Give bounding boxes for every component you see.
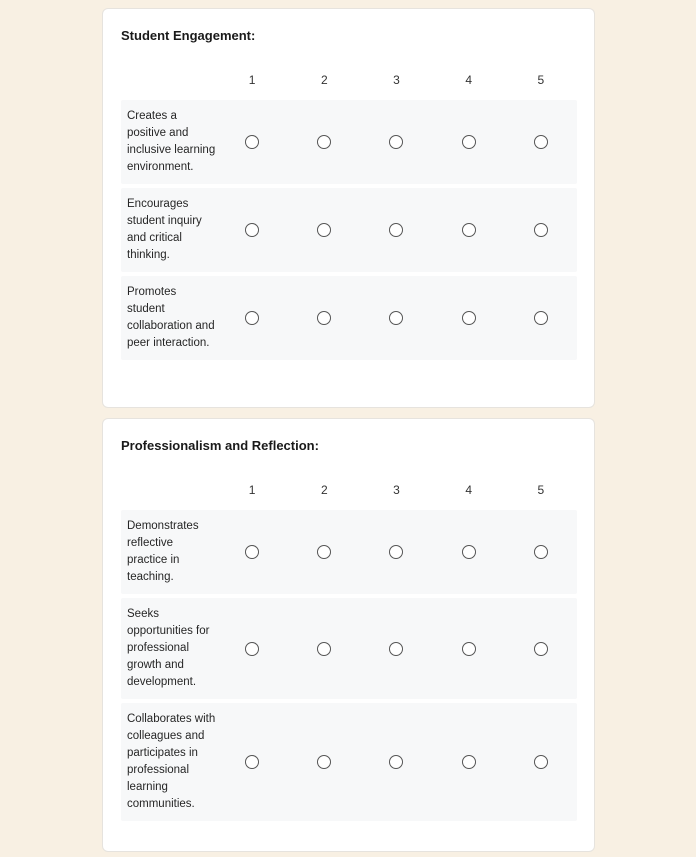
- rating-radio-2[interactable]: [317, 755, 331, 769]
- rating-radio-3[interactable]: [389, 545, 403, 559]
- scale-label-2: 2: [320, 73, 328, 87]
- scale-label-5: 5: [537, 73, 545, 87]
- rating-radio-1[interactable]: [245, 135, 259, 149]
- scale-label-4: 4: [465, 73, 473, 87]
- rating-radio-5[interactable]: [534, 545, 548, 559]
- rating-radio-1[interactable]: [245, 223, 259, 237]
- rating-radio-2[interactable]: [317, 223, 331, 237]
- rating-radio-4[interactable]: [462, 755, 476, 769]
- rating-row: [121, 703, 577, 821]
- rating-radio-2[interactable]: [317, 642, 331, 656]
- rating-radio-3[interactable]: [389, 642, 403, 656]
- rating-radio-3[interactable]: [389, 223, 403, 237]
- rating-section-professionalism: [102, 418, 595, 852]
- rating-statement: Collaborates with colleagues and participates in professional learning communities.: [127, 713, 216, 810]
- section-title: Student Engagement:: [121, 28, 256, 43]
- rating-radio-1[interactable]: [245, 311, 259, 325]
- rating-row: [121, 598, 577, 699]
- scale-label-5: 5: [537, 483, 545, 497]
- rating-grid: [121, 64, 577, 360]
- rating-radio-3[interactable]: [389, 135, 403, 149]
- rating-radio-5[interactable]: [534, 135, 548, 149]
- rating-radio-3[interactable]: [389, 755, 403, 769]
- rating-section-student-engagement: [102, 8, 595, 408]
- rating-radio-5[interactable]: [534, 223, 548, 237]
- rating-radio-4[interactable]: [462, 642, 476, 656]
- rating-radio-1[interactable]: [245, 642, 259, 656]
- rating-radio-3[interactable]: [389, 311, 403, 325]
- rating-radio-4[interactable]: [462, 545, 476, 559]
- scale-label-3: 3: [393, 483, 400, 497]
- rating-statement: Creates a positive and inclusive learning environment.: [127, 110, 216, 173]
- rating-statement: Demonstrates reflective practice in teaching.: [127, 520, 199, 583]
- rating-statement: Seeks opportunities for professional growth and development.: [127, 608, 210, 688]
- scale-header: [121, 474, 577, 506]
- rating-radio-5[interactable]: [534, 755, 548, 769]
- rating-radio-1[interactable]: [245, 755, 259, 769]
- rating-radio-2[interactable]: [317, 545, 331, 559]
- rating-radio-4[interactable]: [462, 135, 476, 149]
- rating-statement: Encourages student inquiry and critical thinking.: [127, 198, 202, 261]
- scale-label-2: 2: [320, 483, 328, 497]
- rating-row: [121, 100, 577, 184]
- rating-statement: Promotes student collaboration and peer interaction.: [127, 286, 215, 349]
- rating-radio-2[interactable]: [317, 311, 331, 325]
- rating-radio-4[interactable]: [462, 311, 476, 325]
- rating-radio-5[interactable]: [534, 311, 548, 325]
- scale-header: [121, 64, 577, 96]
- rating-grid: [121, 474, 577, 821]
- scale-label-3: 3: [393, 73, 400, 87]
- rating-radio-1[interactable]: [245, 545, 259, 559]
- rating-radio-5[interactable]: [534, 642, 548, 656]
- scale-label-4: 4: [465, 483, 473, 497]
- rating-radio-4[interactable]: [462, 223, 476, 237]
- rating-row: [121, 276, 577, 360]
- section-title: Professionalism and Reflection:: [121, 438, 319, 453]
- rating-row: [121, 188, 577, 272]
- scale-label-1: 1: [248, 73, 256, 87]
- rating-radio-2[interactable]: [317, 135, 331, 149]
- rating-row: [121, 510, 577, 594]
- scale-label-1: 1: [248, 483, 256, 497]
